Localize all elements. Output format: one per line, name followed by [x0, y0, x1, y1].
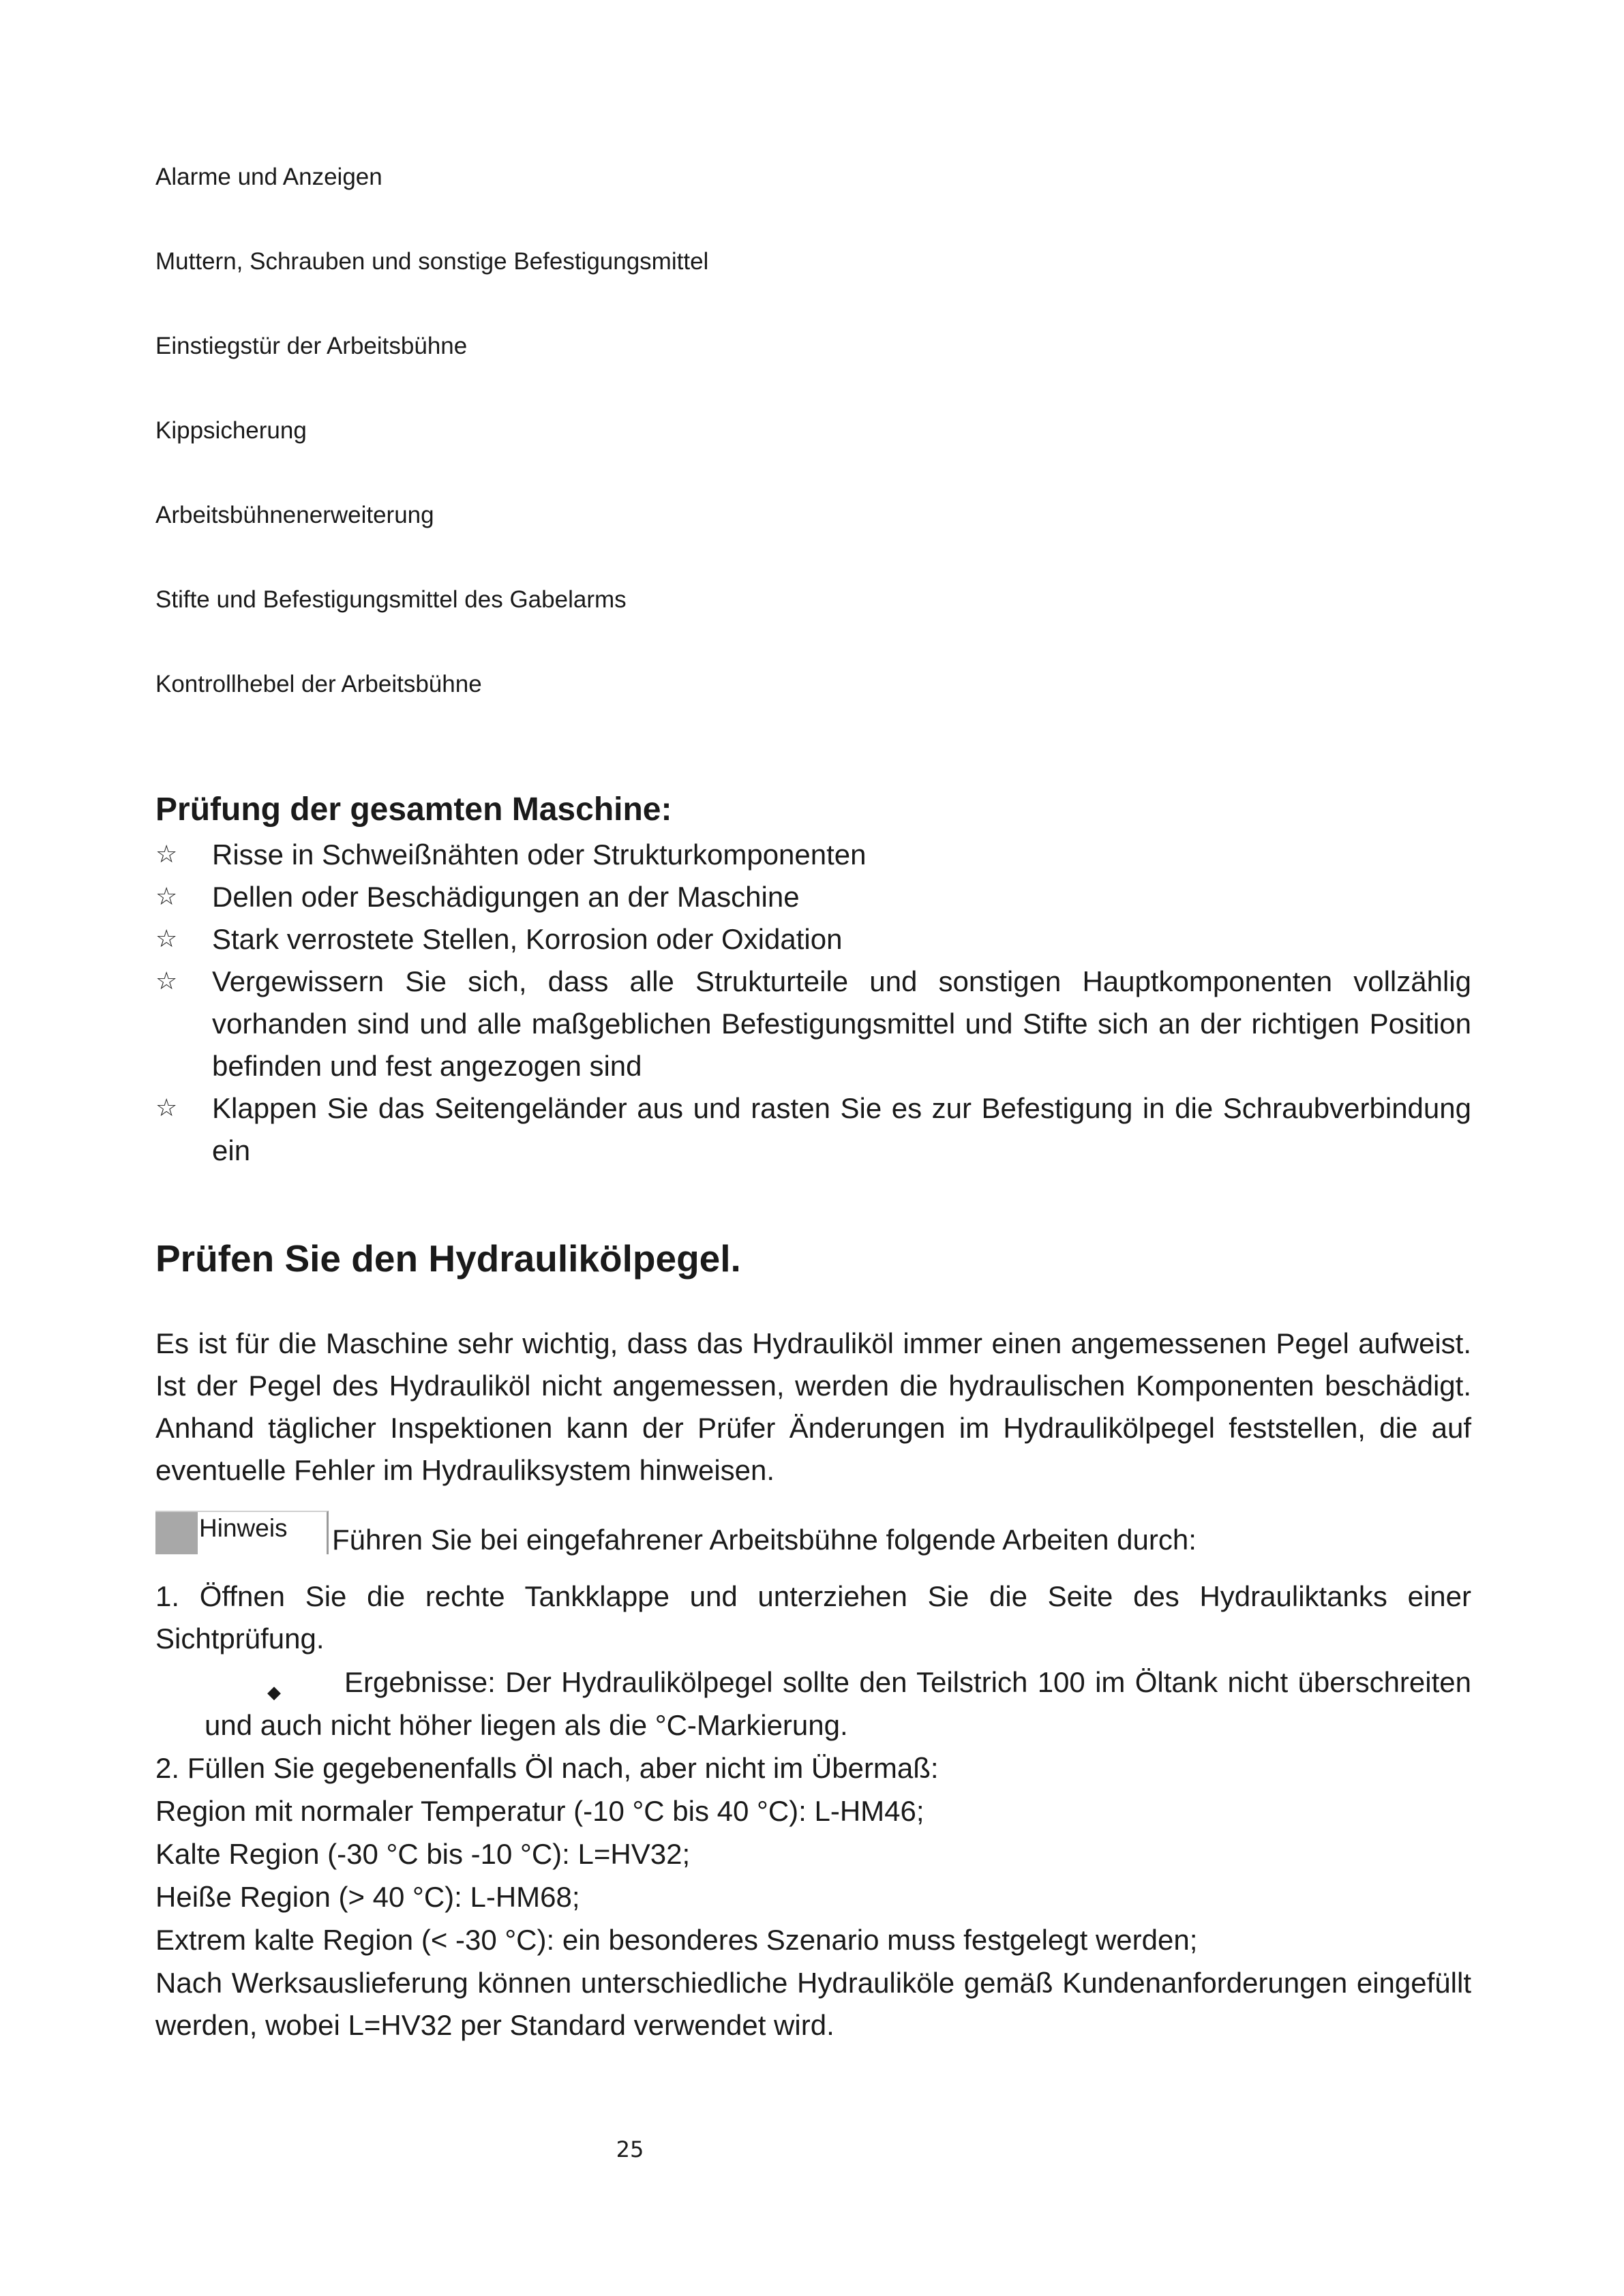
- page-number: 25: [616, 2136, 644, 2162]
- section-title-hydraulic: Prüfen Sie den Hydraulikölpegel.: [155, 1237, 741, 1280]
- machine-check-list: [155, 834, 1471, 1172]
- star-bullet-icon: ☆: [155, 883, 178, 911]
- checklist-item: Einstiegstür der Arbeitsbühne: [155, 333, 468, 359]
- hydraulic-intro-paragraph: Es ist für die Maschine sehr wichtig, dass das Hydrauliköl immer einen angemessenen Pegel aufweist. Ist der Pegel des Hydrauliköl nicht angemessen, werden die hydraulischen Komponenten beschädigt. Anhand täglicher Inspektionen kann der Prüfer Änderungen im Hydraulikölpegel feststellen, die auf eventuelle Fehler im Hydrauliksystem hinweisen.: [155, 1327, 1471, 1486]
- result-bullet-icon: ◆: [267, 1682, 281, 1703]
- list-item-text: Risse in Schweißnähten oder Strukturkomponenten: [212, 839, 867, 871]
- list-item: [155, 918, 1471, 961]
- checklist-item: Kontrollhebel der Arbeitsbühne: [155, 671, 482, 697]
- hint-swatch: [155, 1512, 198, 1554]
- list-item-text: Stark verrostete Stellen, Korrosion oder Oxidation: [212, 923, 843, 955]
- step-two-line: 2. Füllen Sie gegebenenfalls Öl nach, aber nicht im Übermaß:: [155, 1752, 939, 1784]
- list-item-text: Klappen Sie das Seitengeländer aus und rasten Sie es zur Befestigung in die Schraubverbindung ein: [212, 1092, 1471, 1166]
- hint-text: Führen Sie bei eingefahrener Arbeitsbühne folgende Arbeiten durch:: [332, 1524, 1197, 1556]
- hint-label: Hinweis: [199, 1514, 288, 1542]
- result-line-1: Ergebnisse: Der Hydraulikölpegel sollte den Teilstrich 100 im Öltank nicht überschreiten: [344, 1666, 1471, 1698]
- region-cold-line: Kalte Region (-30 °C bis -10 °C): L=HV32;: [155, 1838, 691, 1870]
- checklist-item: Alarme und Anzeigen: [155, 164, 382, 190]
- list-item: [155, 876, 1471, 918]
- checklist-item: Arbeitsbühnenerweiterung: [155, 502, 434, 528]
- step-one-paragraph: 1. Öffnen Sie die rechte Tankklappe und unterziehen Sie die Seite des Hydrauliktanks einer Sichtprüfung.: [155, 1580, 1471, 1655]
- list-item-text: Dellen oder Beschädigungen an der Maschine: [212, 881, 800, 913]
- list-item: [155, 1087, 1471, 1172]
- star-bullet-icon: ☆: [155, 967, 178, 995]
- section-title-machine-check: Prüfung der gesamten Maschine:: [155, 791, 672, 828]
- list-item: [155, 834, 1471, 876]
- checklist-item: Stifte und Befestigungsmittel des Gabelarms: [155, 586, 627, 613]
- region-hot-line: Heiße Region (> 40 °C): L-HM68;: [155, 1881, 580, 1913]
- star-bullet-icon: ☆: [155, 1094, 178, 1122]
- checklist-item: Muttern, Schrauben und sonstige Befestigungsmittel: [155, 248, 709, 275]
- star-bullet-icon: ☆: [155, 925, 178, 953]
- region-extreme-line: Extrem kalte Region (< -30 °C): ein besonderes Szenario muss festgelegt werden;: [155, 1924, 1198, 1956]
- region-normal-line: Region mit normaler Temperatur (-10 °C bis 40 °C): L-HM46;: [155, 1795, 924, 1827]
- hint-label-box: [155, 1511, 329, 1554]
- star-bullet-icon: ☆: [155, 841, 178, 868]
- closing-paragraph: Nach Werksauslieferung können unterschiedliche Hydrauliköle gemäß Kundenanforderungen eingefüllt werden, wobei L=HV32 per Standard verwendet wird.: [155, 1967, 1471, 2041]
- checklist-item: Kippsicherung: [155, 417, 307, 444]
- result-line-2: und auch nicht höher liegen als die °C-Markierung.: [205, 1709, 848, 1741]
- list-item-text: Vergewissern Sie sich, dass alle Strukturteile und sonstigen Hauptkomponenten vollzählig vorhanden sind und alle maßgeblichen Befestigungsmittel und Stifte sich an der richtigen Position befinden und fest angezogen sind: [212, 965, 1471, 1082]
- list-item: [155, 961, 1471, 1087]
